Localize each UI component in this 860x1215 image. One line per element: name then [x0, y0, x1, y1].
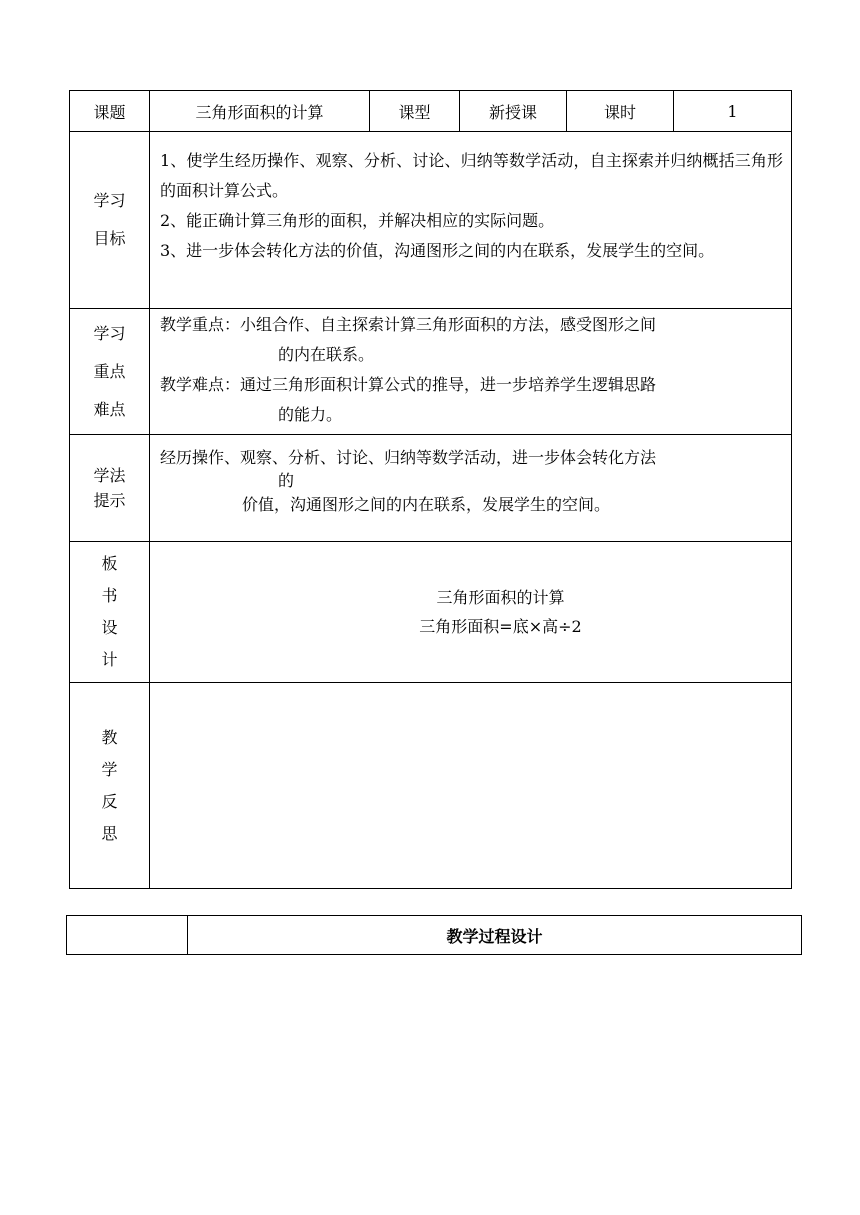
type-label: 课型 — [370, 91, 460, 132]
key-points-label-line: 学习 — [93, 323, 126, 343]
board-label-char: 计 — [101, 650, 118, 669]
board-title: 三角形面积的计算 — [436, 588, 565, 607]
method-text-cont: 价值，沟通图形之间的内在联系，发展学生的空间。 — [242, 495, 611, 514]
reflection-label-char: 学 — [101, 759, 118, 779]
reflection-label-char: 反 — [101, 791, 118, 811]
board-label — [70, 542, 150, 683]
method-row — [70, 435, 792, 542]
goals-label-line: 目标 — [93, 229, 126, 248]
goal-item: 1、使学生经历操作、观察、分析、讨论、归纳等数学活动，自主探索并归纳概括三角形的面积计算公式。 — [160, 151, 783, 200]
process-title: 教学过程设计 — [188, 916, 802, 955]
hours-value: 1 — [674, 91, 792, 132]
lesson-plan-table — [69, 90, 792, 889]
focus-text-cont: 的内在联系。 — [278, 345, 375, 364]
board-formula: 三角形面积=底×高÷2 — [419, 617, 582, 636]
process-header-row — [67, 916, 802, 955]
goals-content — [150, 132, 792, 309]
key-points-row — [70, 309, 792, 435]
topic-label: 课题 — [70, 91, 150, 132]
reflection-label-char: 教 — [101, 727, 118, 747]
goals-row — [70, 132, 792, 309]
board-content — [150, 542, 792, 683]
method-content — [150, 435, 792, 542]
process-left-cell — [67, 916, 188, 955]
key-points-content — [150, 309, 792, 435]
reflection-label-char: 思 — [101, 823, 118, 843]
difficulty-text-cont: 的能力。 — [278, 405, 343, 424]
process-table — [66, 915, 802, 955]
focus-text: 教学重点：小组合作、自主探索计算三角形面积的方法，感受图形之间 — [160, 315, 657, 334]
goal-item: 3、进一步体会转化方法的价值，沟通图形之间的内在联系，发展学生的空间。 — [160, 241, 715, 260]
header-row — [70, 91, 792, 132]
type-value: 新授课 — [460, 91, 567, 132]
method-text-cont: 的 — [278, 471, 295, 490]
reflection-label — [70, 683, 150, 889]
topic-value: 三角形面积的计算 — [150, 91, 370, 132]
board-row — [70, 542, 792, 683]
key-points-label — [70, 309, 150, 435]
method-label-line: 学法 — [93, 466, 126, 485]
board-label-char: 书 — [101, 586, 118, 605]
goals-label — [70, 132, 150, 309]
board-label-char: 板 — [101, 554, 118, 573]
method-label-line: 提示 — [93, 491, 126, 510]
board-label-char: 设 — [101, 618, 118, 637]
hours-label: 课时 — [567, 91, 674, 132]
key-points-label-line: 难点 — [93, 399, 126, 419]
method-text: 经历操作、观察、分析、讨论、归纳等数学活动，进一步体会转化方法 — [160, 448, 657, 467]
goals-label-line: 学习 — [93, 191, 126, 210]
key-points-label-line: 重点 — [93, 361, 126, 381]
reflection-content — [150, 683, 792, 889]
method-label — [70, 435, 150, 542]
goal-item: 2、能正确计算三角形的面积，并解决相应的实际问题。 — [160, 211, 555, 230]
difficulty-text: 教学难点：通过三角形面积计算公式的推导，进一步培养学生逻辑思路 — [160, 375, 657, 394]
reflection-row — [70, 683, 792, 889]
